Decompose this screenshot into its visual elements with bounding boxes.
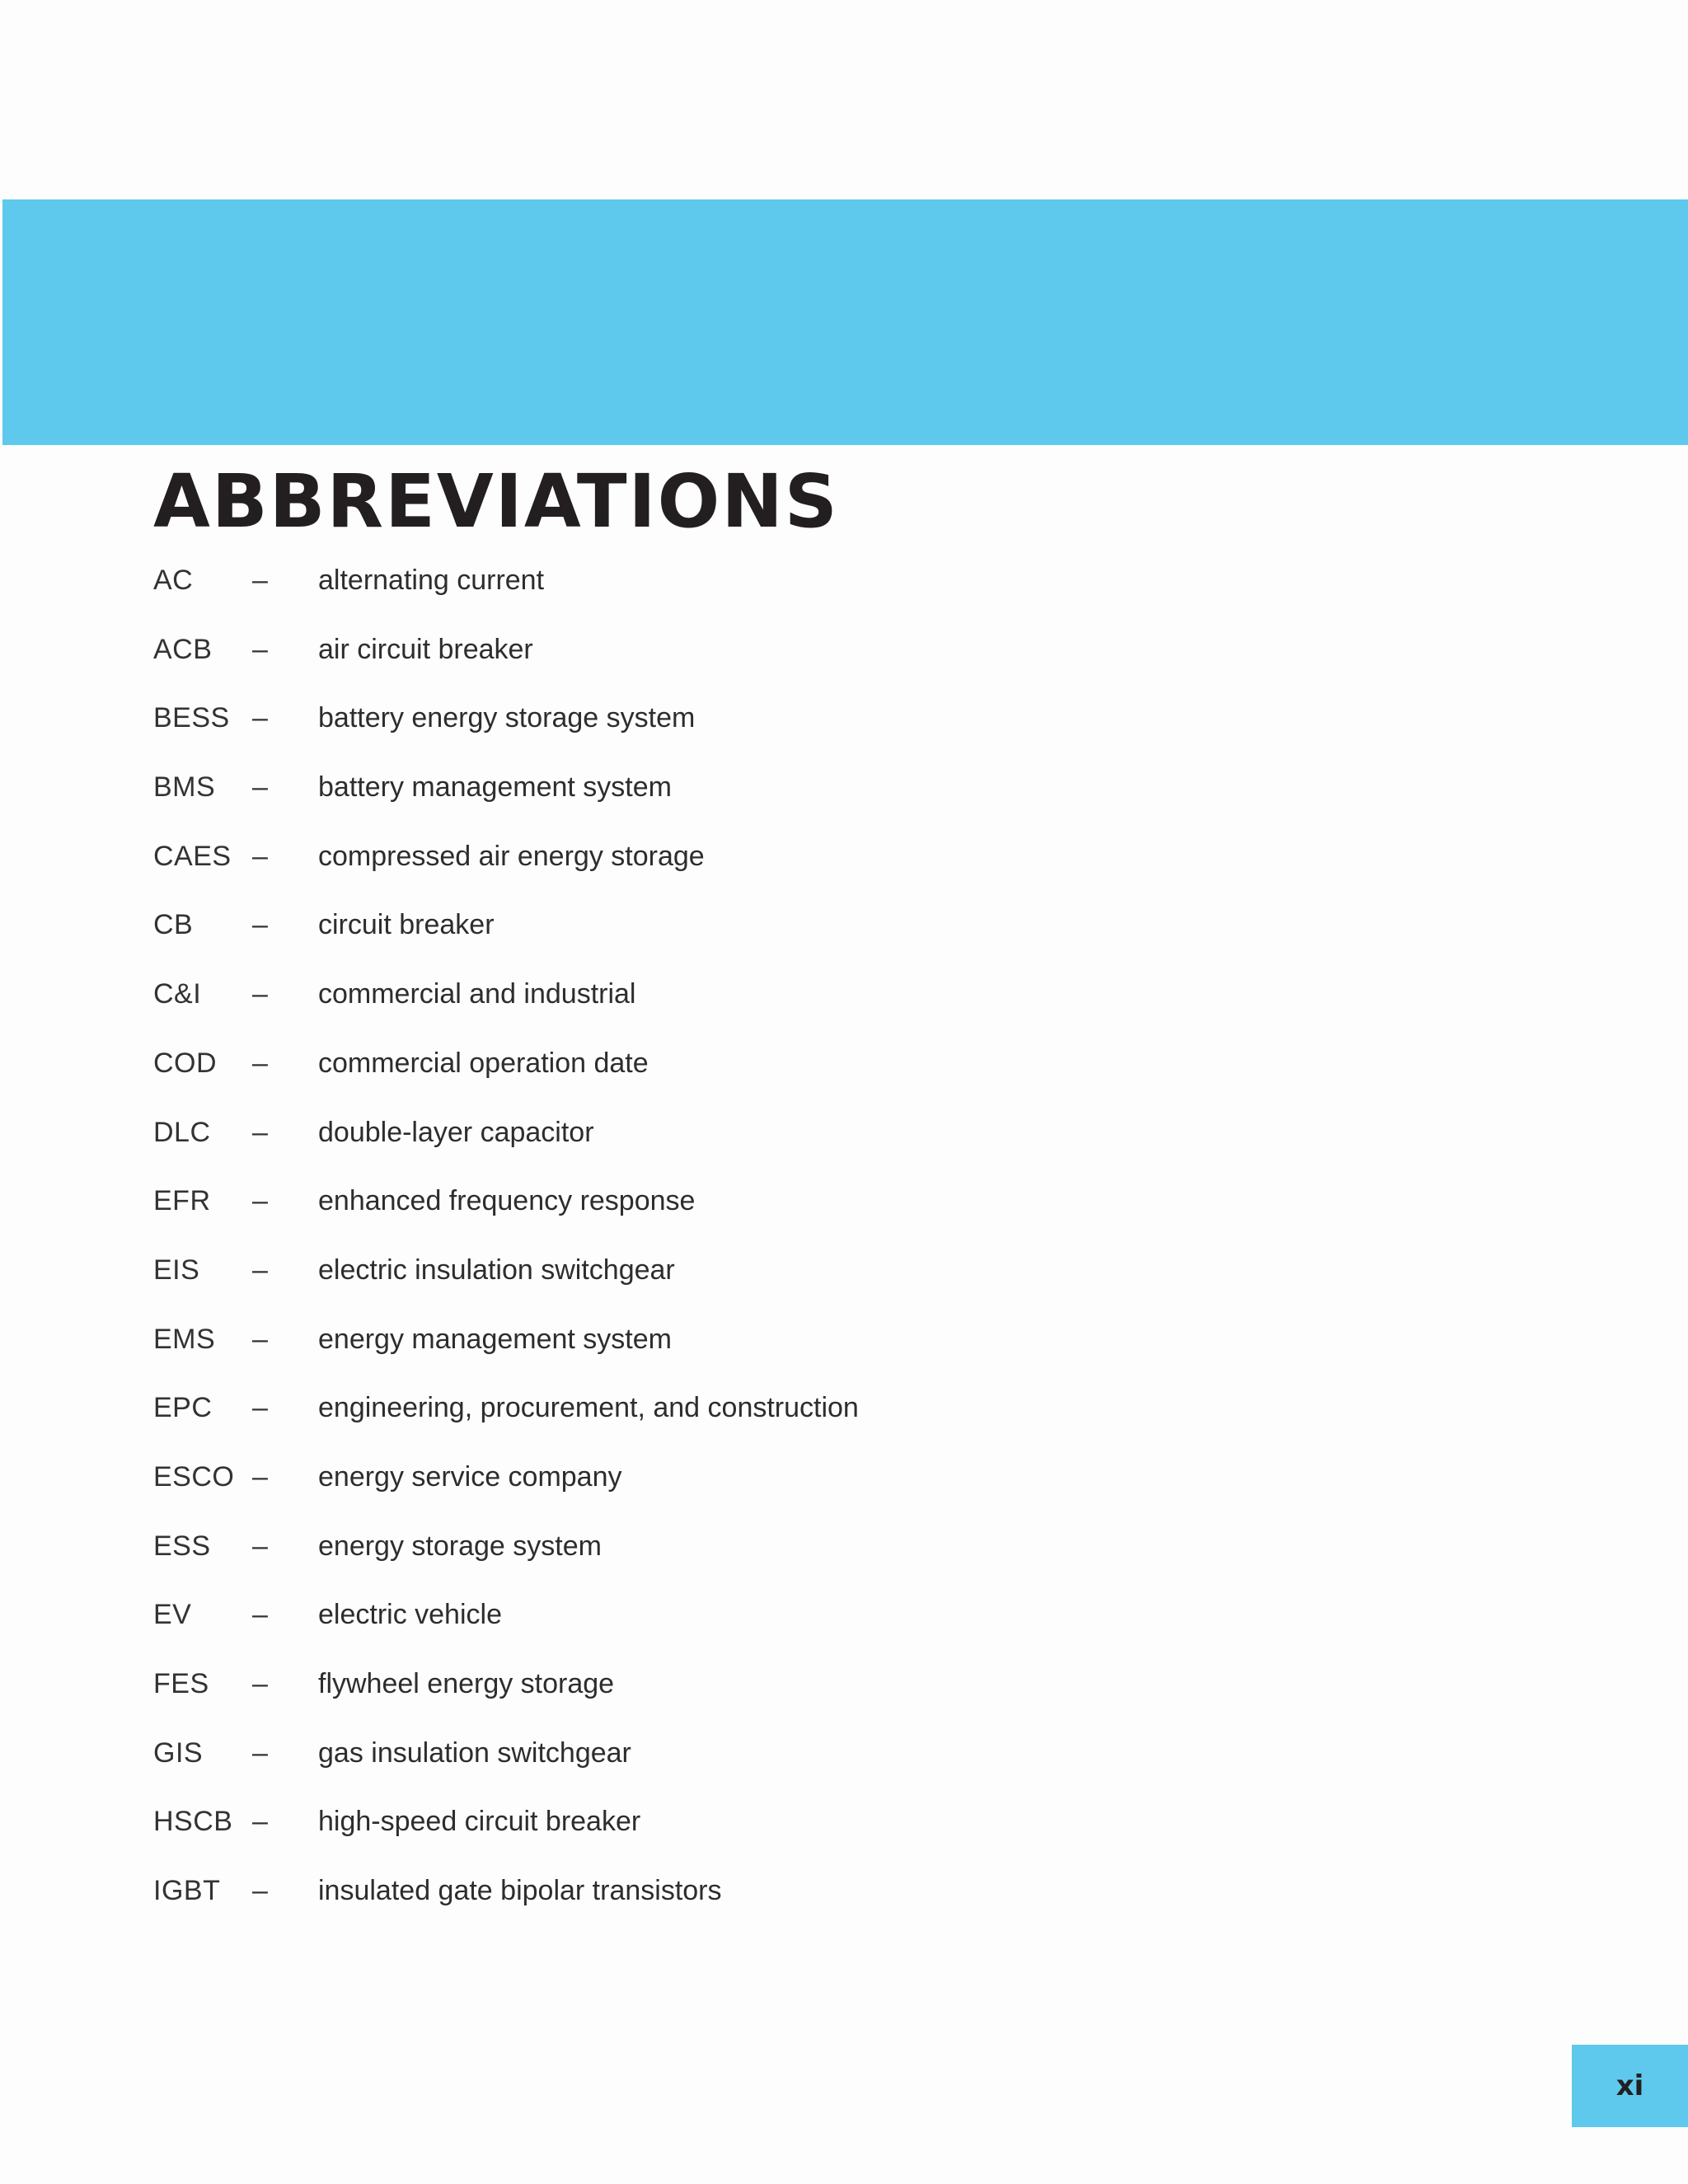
abbreviation-dash: – <box>252 565 268 596</box>
abbreviation-definition: electric insulation switchgear <box>318 1254 675 1286</box>
abbreviation-term: DLC <box>153 1116 211 1148</box>
header-band <box>2 199 1688 544</box>
abbreviation-dash: – <box>252 633 268 665</box>
abbreviation-term: CB <box>153 909 194 941</box>
abbreviation-definition: double-layer capacitor <box>318 1116 594 1148</box>
abbreviation-term: ESCO <box>153 1460 235 1493</box>
abbreviation-definition: circuit breaker <box>318 909 495 941</box>
abbreviation-term: BMS <box>153 771 216 804</box>
abbreviation-definition: flywheel energy storage <box>318 1668 615 1699</box>
abbreviation-definition: energy management system <box>318 1323 672 1355</box>
abbreviation-term: EMS <box>153 1323 216 1355</box>
page-title: ABBREVIATIONS <box>153 458 839 544</box>
abbreviation-dash: – <box>252 1254 268 1286</box>
abbreviation-dash: – <box>252 1460 268 1493</box>
abbreviation-dash: – <box>252 840 268 872</box>
abbreviation-dash: – <box>252 1116 268 1148</box>
abbreviation-definition: battery energy storage system <box>318 702 696 734</box>
abbreviation-term: ESS <box>153 1530 211 1562</box>
abbreviation-definition: compressed air energy storage <box>318 840 705 872</box>
abbreviation-dash: – <box>252 1599 268 1631</box>
abbreviation-dash: – <box>252 1530 268 1562</box>
abbreviation-dash: – <box>252 1736 268 1769</box>
abbreviation-definition: enhanced frequency response <box>318 1185 696 1217</box>
abbreviation-definition: high-speed circuit breaker <box>318 1806 641 1838</box>
abbreviation-term: HSCB <box>153 1806 233 1838</box>
abbreviation-term: GIS <box>153 1736 204 1769</box>
abbreviation-definition: energy storage system <box>318 1530 602 1562</box>
abbreviation-dash: – <box>252 909 268 941</box>
abbreviation-definition: commercial and industrial <box>318 978 636 1010</box>
abbreviation-dash: – <box>252 1806 268 1838</box>
abbreviation-term: EIS <box>153 1254 200 1286</box>
abbreviation-term: ACB <box>153 633 213 665</box>
abbreviation-dash: – <box>252 978 268 1010</box>
abbreviation-definition: alternating current <box>318 565 545 596</box>
abbreviation-term: CAES <box>153 840 232 872</box>
abbreviation-dash: – <box>252 1185 268 1217</box>
abbreviation-dash: – <box>252 1875 268 1907</box>
page-number: xi <box>1615 2069 1644 2102</box>
abbreviation-definition: electric vehicle <box>318 1599 502 1631</box>
abbreviation-dash: – <box>252 771 268 804</box>
page-number-tab <box>1572 2045 1688 2127</box>
abbreviation-term: COD <box>153 1047 218 1079</box>
abbreviation-dash: – <box>252 1323 268 1355</box>
abbreviation-term: EFR <box>153 1185 211 1217</box>
abbreviation-term: EPC <box>153 1392 213 1424</box>
abbreviation-term: IGBT <box>153 1875 221 1907</box>
abbreviation-dash: – <box>252 702 268 734</box>
abbreviation-definition: air circuit breaker <box>318 633 533 665</box>
abbreviation-term: FES <box>153 1668 209 1699</box>
abbreviation-dash: – <box>252 1047 268 1079</box>
abbreviation-definition: engineering, procurement, and construction <box>318 1392 859 1424</box>
abbreviation-term: AC <box>153 565 194 596</box>
abbreviation-definition: energy service company <box>318 1460 622 1493</box>
abbreviation-definition: battery management system <box>318 771 672 804</box>
abbreviation-term: EV <box>153 1599 192 1631</box>
abbreviation-term: C&I <box>153 978 202 1010</box>
abbreviation-term: BESS <box>153 702 230 734</box>
abbreviation-dash: – <box>252 1668 268 1699</box>
abbreviation-definition: gas insulation switchgear <box>318 1736 631 1769</box>
abbreviation-definition: insulated gate bipolar transistors <box>318 1875 722 1907</box>
abbreviation-definition: commercial operation date <box>318 1047 649 1079</box>
abbreviation-dash: – <box>252 1392 268 1424</box>
